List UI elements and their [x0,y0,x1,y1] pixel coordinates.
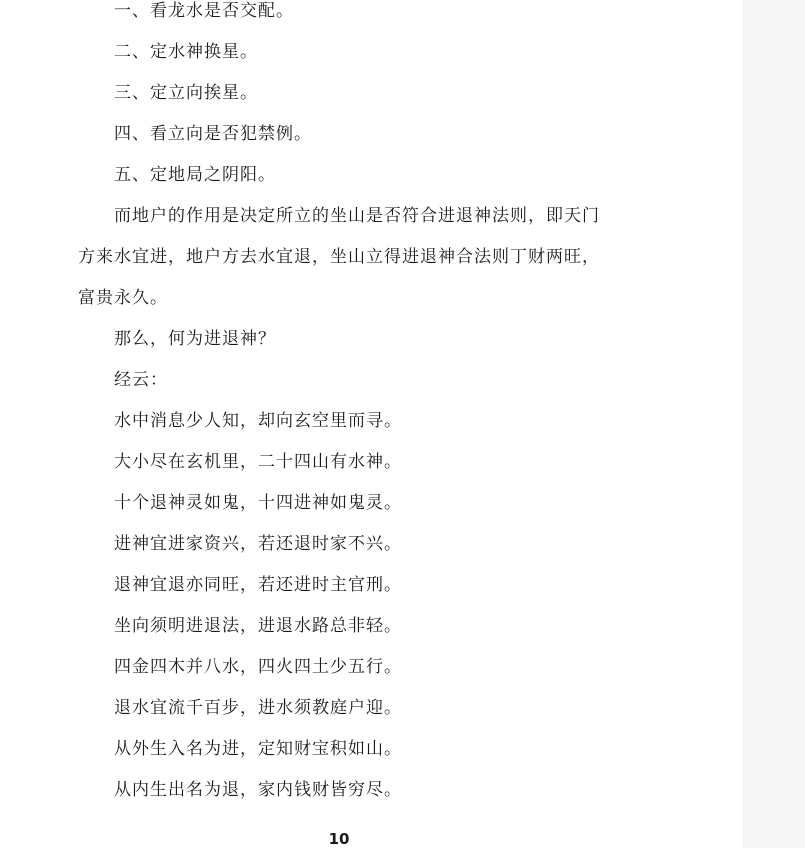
verse-line: 十个退神灵如鬼，十四进神如鬼灵。 [114,493,402,513]
verse-line: 大小尽在玄机里，二十四山有水神。 [114,452,402,472]
text-line: 五、定地局之阴阳。 [114,165,276,185]
verse-line: 四金四木并八水，四火四土少五行。 [114,657,402,677]
page-number: 10 [328,830,350,848]
text-line: 富贵永久。 [78,288,168,308]
text-line: 一、看龙水是否交配。 [114,1,294,21]
verse-line: 退水宜流千百步，进水须教庭户迎。 [114,698,402,718]
text-line: 方来水宜进，地户方去水宜退，坐山立得进退神合法则丁财两旺， [78,247,600,267]
text-line: 而地户的作用是决定所立的坐山是否符合进退神法则，即天门 [114,206,600,226]
text-line: 经云： [114,370,168,390]
verse-line: 从内生出名为退，家内钱财皆穷尽。 [114,780,402,800]
text-line: 二、定水神换星。 [114,42,258,62]
text-line: 四、看立向是否犯禁例。 [114,124,312,144]
text-line: 那么，何为进退神？ [114,329,276,349]
verse-line: 退神宜退亦同旺，若还进时主官刑。 [114,575,402,595]
verse-line: 坐向须明进退法，进退水路总非轻。 [114,616,402,636]
viewer-background [742,0,805,848]
verse-line: 从外生入名为进，定知财宝积如山。 [114,739,402,759]
text-line: 三、定立向挨星。 [114,83,258,103]
verse-line: 进神宜进家资兴，若还退时家不兴。 [114,534,402,554]
verse-line: 水中消息少人知，却向玄空里而寻。 [114,411,402,431]
